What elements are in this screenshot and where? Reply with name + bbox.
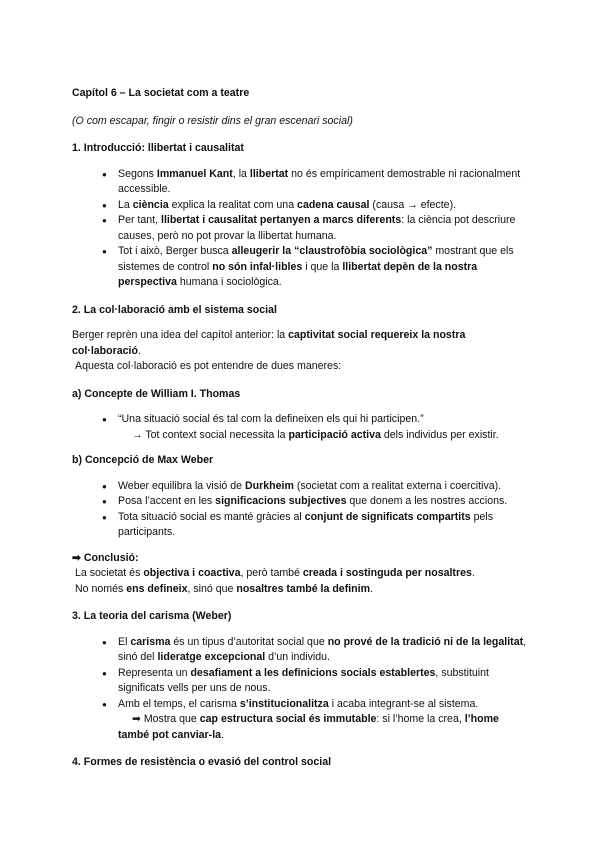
list-item: ● Representa un desafiament a les definicions socials establertes, substituint significats vells per uns de nous. xyxy=(118,666,532,697)
paragraph: Aquesta col·laboració es pot entendre de dues maneres: xyxy=(75,360,342,372)
subsection-a-heading: a) Concepte de William I. Thomas xyxy=(72,387,241,400)
list-item: ● La ciència explica la realitat com una cadena causal (causa → efecte). xyxy=(118,198,532,214)
list-item: ● Tota situació social es manté gràcies al conjunt de significats compartits pels participants. xyxy=(118,510,532,541)
section-2-heading: 2. La col·laboració amb el sistema social xyxy=(72,303,277,316)
list-item: ● Tot i això, Berger busca alleugerir la “claustrofòbia sociològica” mostrant que els sistemes de control no són infal·libles i que la llibertat depèn de la nostra perspectiva humana i sociològica. xyxy=(118,244,532,291)
conclusion-heading: ➡ Conclusió: xyxy=(72,551,139,564)
section-3-list xyxy=(72,635,532,744)
section-3-heading: 3. La teoria del carisma (Weber) xyxy=(72,610,232,622)
list-item: ● “Una situació social és tal com la defineixen els qui hi participen.” → Tot context social necessita la participació activa dels individus per existir. xyxy=(118,412,532,443)
list-item: ● Weber equilibra la visió de Durkheim (societat com a realitat externa i coercitiva). xyxy=(118,479,532,495)
list-item: ● El carisma és un tipus d’autoritat social que no prové de la tradició ni de la legalitat, sinó del lideratge excepcional d’un individu. xyxy=(118,635,532,666)
chapter-title: Capítol 6 – La societat com a teatre xyxy=(72,87,250,99)
section-4-heading: 4. Formes de resistència o evasió del control social xyxy=(72,756,332,768)
paragraph: Berger reprèn una idea del capítol anterior: la captivitat social requereix la nostra col·laboració. xyxy=(72,329,466,357)
list-item: ● Per tant, llibertat i causalitat pertanyen a marcs diferents: la ciència pot descriure causes, però no pot provar la llibertat humana. xyxy=(118,213,532,244)
conclusion-line: La societat és objectiva i coactiva, però també creada i sostinguda per nosaltres. xyxy=(75,567,475,579)
subsection-b-heading: b) Concepció de Max Weber xyxy=(72,454,214,466)
conclusion-line: No només ens defineix, sinó que nosaltres també la definim. xyxy=(75,582,373,595)
subsection-b-list xyxy=(72,479,532,541)
chapter-subtitle: (O com escapar, fingir o resistir dins el gran escenari social) xyxy=(72,114,353,127)
section-1-list xyxy=(72,167,532,291)
list-item: ● Posa l’accent en les significacions subjectives que donem a les nostres accions. xyxy=(118,494,532,510)
section-1-heading: 1. Introducció: llibertat i causalitat xyxy=(72,142,244,154)
subsection-a-list xyxy=(72,412,532,443)
document-page xyxy=(72,86,532,771)
list-item: ● Segons Immanuel Kant, la llibertat no és empíricament demostrable ni racionalment accessible. xyxy=(118,167,532,198)
list-item: ● Amb el temps, el carisma s’institucionalitza i acaba integrant-se al sistema. ➡ Mostra que cap estructura social és immutable: si l’home la crea, l’home també pot canviar-la. xyxy=(118,697,532,744)
